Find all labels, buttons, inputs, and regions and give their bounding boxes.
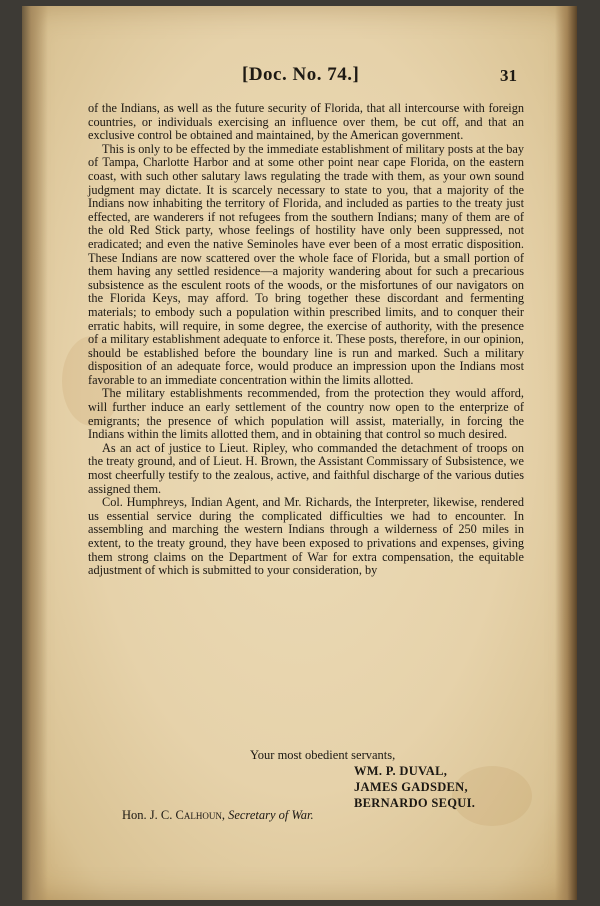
page-gutter [22,6,48,900]
addressee-name: Calhoun, [175,808,225,822]
paragraph: of the Indians, as well as the future security of Florida, that all intercourse with foreign countries, or individuals exercising an influence over them, be cut off, and that an exclusive control be obtained and maintained, by the American government. [88,101,524,143]
paragraph: Col. Humphreys, Indian Agent, and Mr. Richards, the Interpreter, likewise, rendered us essential service during the complicated difficulties we had to encounter. In assembling and marching the western Indians through a wilderness of 250 miles in extent, to the treaty ground, they have been exposed to privations and expenses, giving them strong claims on the Department of War for extra compensation, the equitable adjustment of which is submitted to your consideration, by [88,495,524,578]
letter-closing [88,748,524,848]
book-page [22,6,577,900]
page-edge [555,6,577,900]
paragraph: This is only to be effected by the immediate establishment of military posts at the bay of Tampa, Charlotte Harbor and at some other point near cape Florida, on the eastern coast, with such other salutary laws regulating the trade with them, as your own sound judgment may dictate. It is scarcely necessary to state to you, that a majority of the Indians now inhabiting the territory of Florida, and included as parties to the treaty just effected, are wanderers if not refugees from the southern Indians; many of them are of the old Red Stick party, whose feelings of hostility have only been suppressed, not eradicated; and even the native Seminoles have ever been of a most erratic disposition. These Indians are now scattered over the whole face of Florida, but a small portion of them having any settled residence—a majority wandering about for such a precarious subsistence as the esculent roots of the woods, or the misfortunes of our navigators on the Florida Keys, may afford. To bring together these discordant and fermenting materials; to embody such a population within prescribed limits, and to conquer their erratic habits, will require, in some degree, the exercise of authority, with the presence of a military establishment adequate to enforce it. These posts, therefore, in our opinion, should be established before the boundary line is run and marked. Such a military disposition of an adequate force, would produce an impression upon the Indians most favorable to an immediate concentration within the limits allotted. [88,141,524,387]
signatory-name: BERNARDO SEQUI. [354,796,476,810]
document-number-label: [Doc. No. 74.] [242,64,360,85]
page-number: 31 [500,66,517,85]
signatory-name: JAMES GADSDEN, [354,780,468,794]
valediction: Your most obedient servants, [250,748,396,762]
addressee-prefix: Hon. J. C. [122,808,173,822]
paragraph: The military establishments recommended, from the protection they would afford, will further induce an early settlement of the country now open to the enterprize of emigrants; the presence of which population will assist, materially, in forcing the Indians within the limits allotted them, and in obtaining that control so much desired. [88,386,524,442]
body-text [88,102,524,578]
addressee-title: Secretary of War. [228,808,314,822]
paragraph: As an act of justice to Lieut. Ripley, who commanded the detachment of troops on the treaty ground, and of Lieut. H. Brown, the Assistant Commissary of Subsistence, we most cheerfully testify to the zealous, active, and faithful discharge of the various duties assigned them. [88,440,524,496]
running-head [72,64,517,94]
addressee [122,808,314,823]
signatory-name: WM. P. DUVAL, [354,764,448,778]
